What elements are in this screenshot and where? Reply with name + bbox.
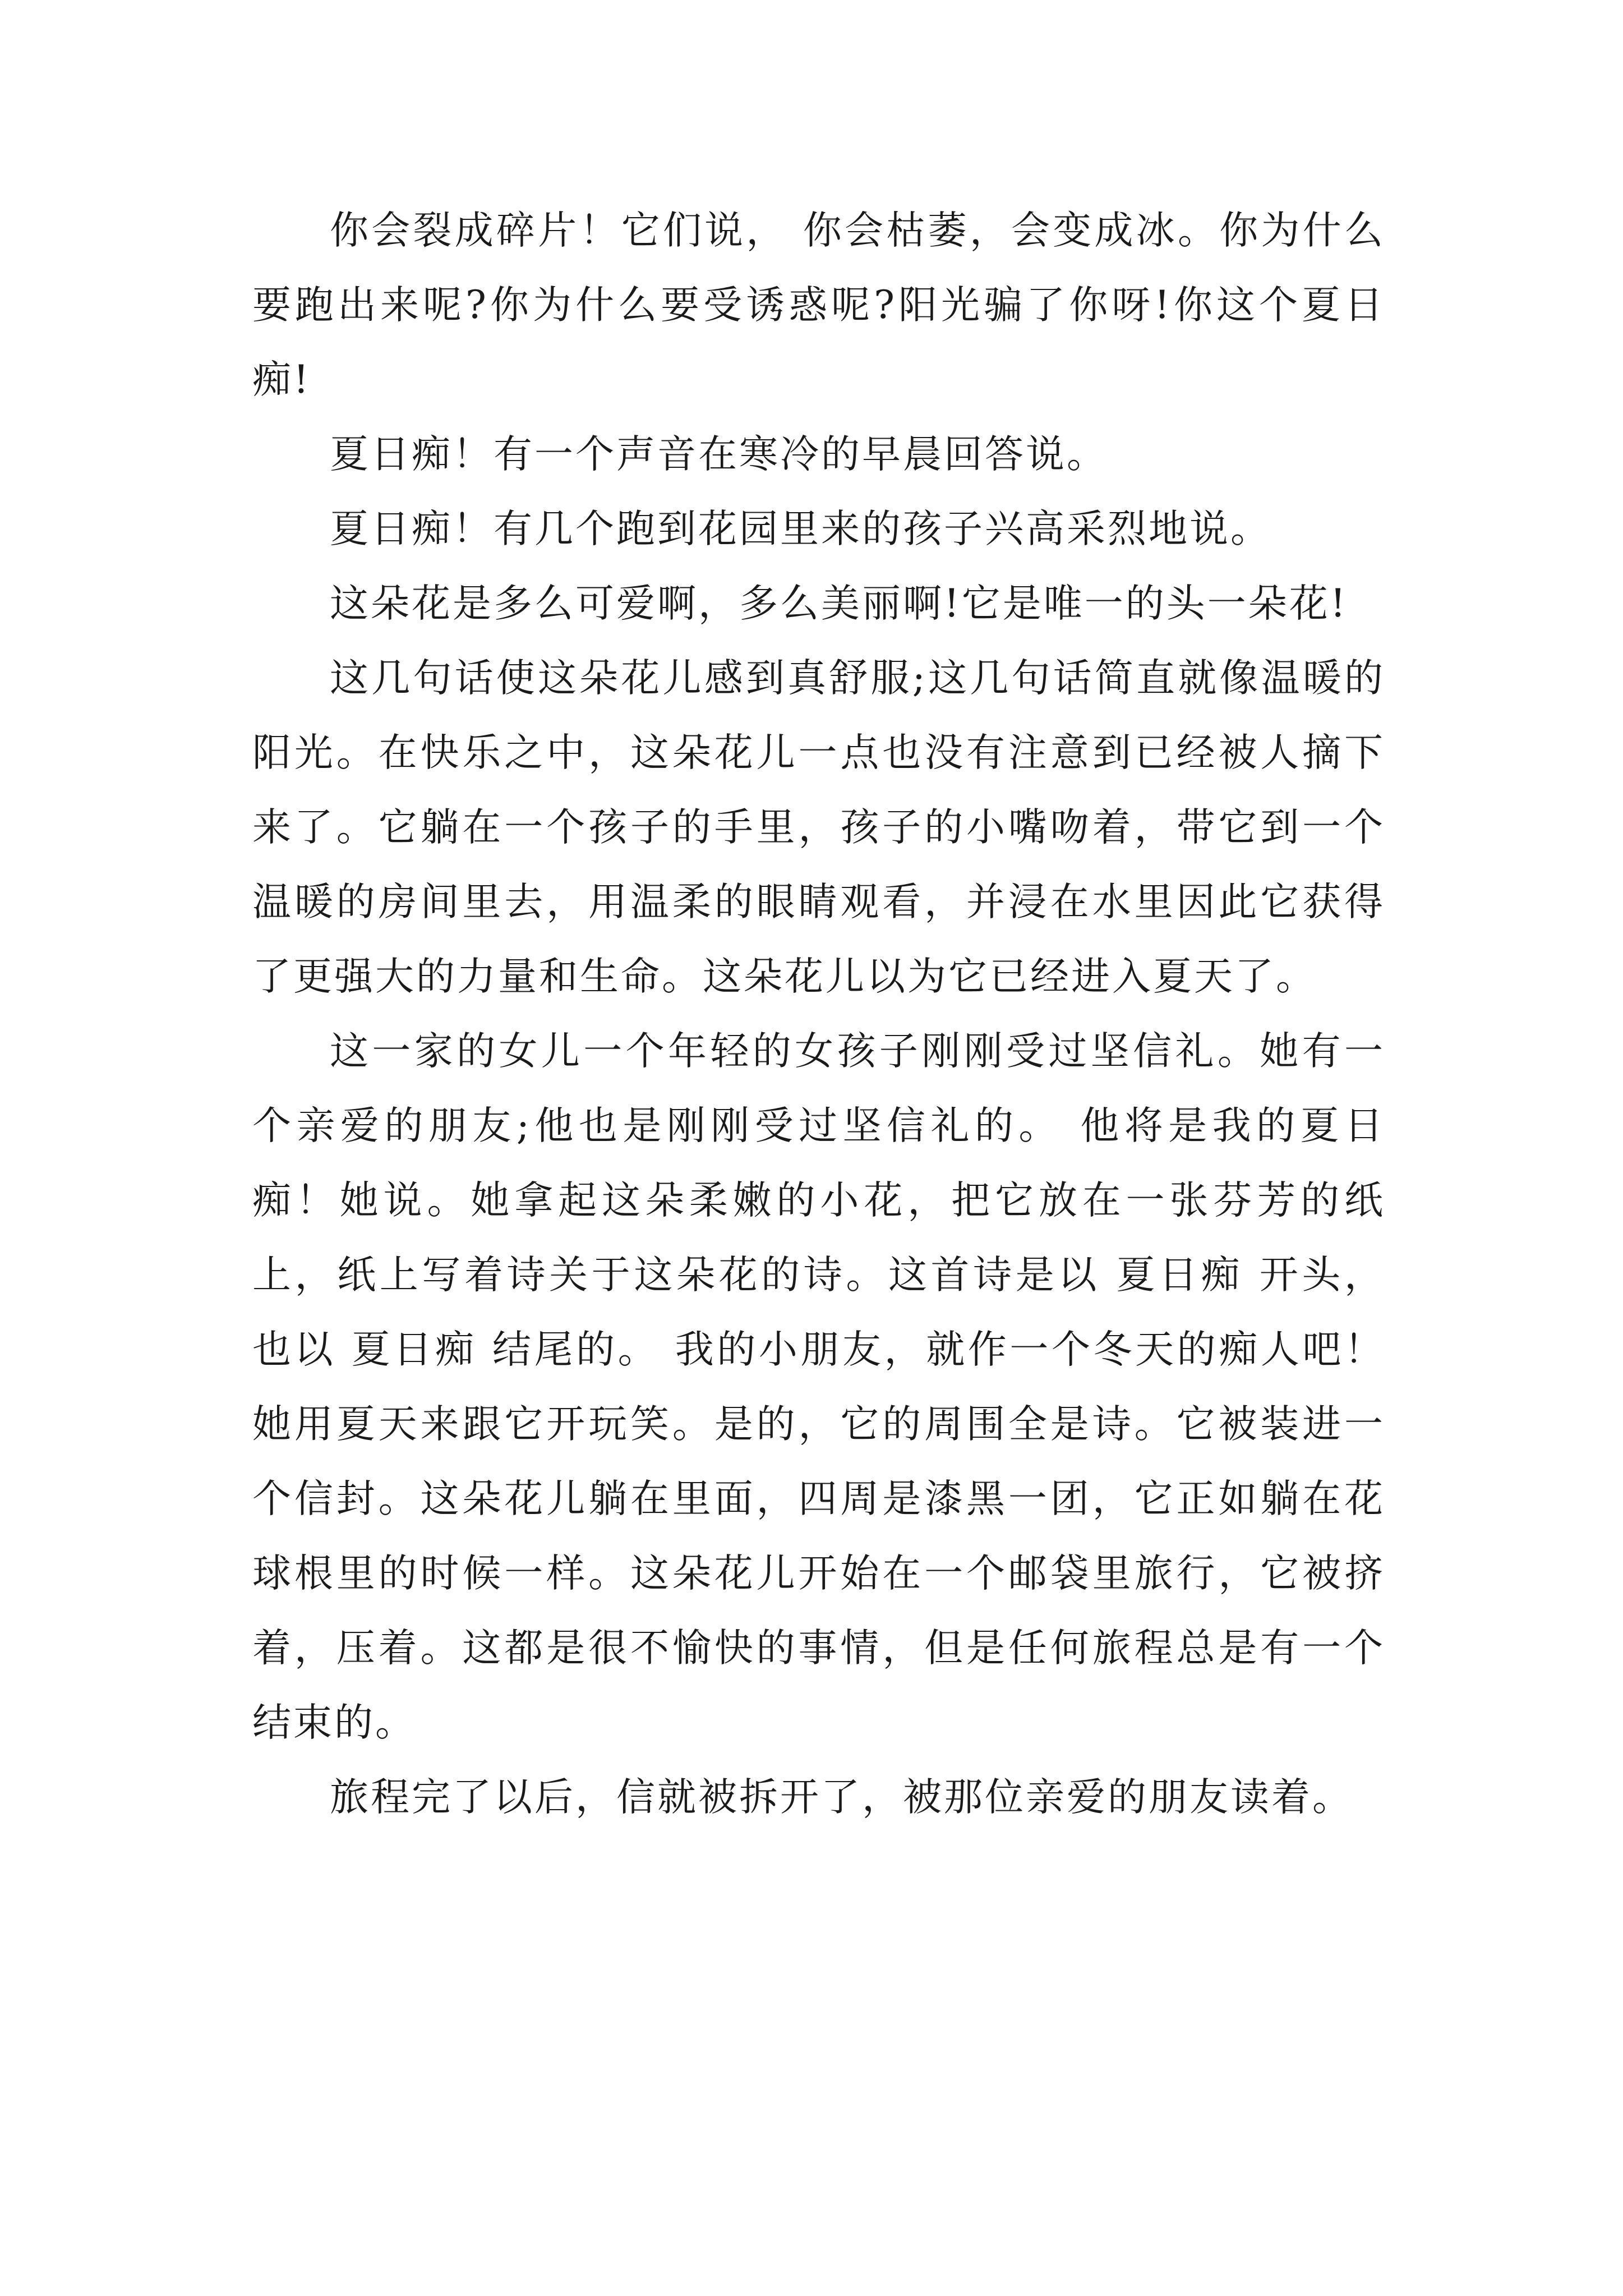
paragraph: 夏日痴！有几个跑到花园里来的孩子兴高采烈地说。	[330, 507, 1271, 551]
paragraph: 这一家的女儿一个年轻的女孩子刚刚受过坚信礼。她有一个亲爱的朋友;他也是刚刚受过坚信礼的。 他将是我的夏日痴！她说。她拿起这朵柔嫩的小花，把它放在一张芬芳的纸上，纸上写着诗关于这朵花的诗。这首诗是以 夏日痴 开头，也以 夏日痴 结尾的。 我的小朋友，就作一个冬天的痴人吧！她用夏天来跟它开玩笑。是的，它的周围全是诗。它被装进一个信封。这朵花儿躺在里面，四周是漆黑一团，它正如躺在花球根里的时候一样。这朵花儿开始在一个邮袋里旅行，它被挤着，压着。这都是很不愉快的事情，但是任何旅程总是有一个结束的。	[252, 1029, 1385, 1745]
paragraph: 旅程完了以后，信就被拆开了，被那位亲爱的朋友读着。	[330, 1775, 1353, 1820]
paragraph: 夏日痴！有一个声音在寒冷的早晨回答说。	[330, 432, 1108, 477]
paragraph: 这几句话使这朵花儿感到真舒服;这几句话简直就像温暖的阳光。在快乐之中，这朵花儿一点也没有注意到已经被人摘下来了。它躺在一个孩子的手里，孩子的小嘴吻着，带它到一个温暖的房间里去，用温柔的眼睛观看，并浸在水里因此它获得了更强大的力量和生命。这朵花儿以为它已经进入夏天了。	[252, 656, 1385, 999]
document-body	[252, 194, 1385, 1835]
paragraph: 这朵花是多么可爱啊，多么美丽啊!它是唯一的头一朵花!	[330, 581, 1348, 626]
paragraph: 你会裂成碎片！它们说， 你会枯萎，会变成冰。你为什么要跑出来呢?你为什么要受诱惑呢?阳光骗了你呀!你这个夏日痴!	[252, 208, 1385, 402]
